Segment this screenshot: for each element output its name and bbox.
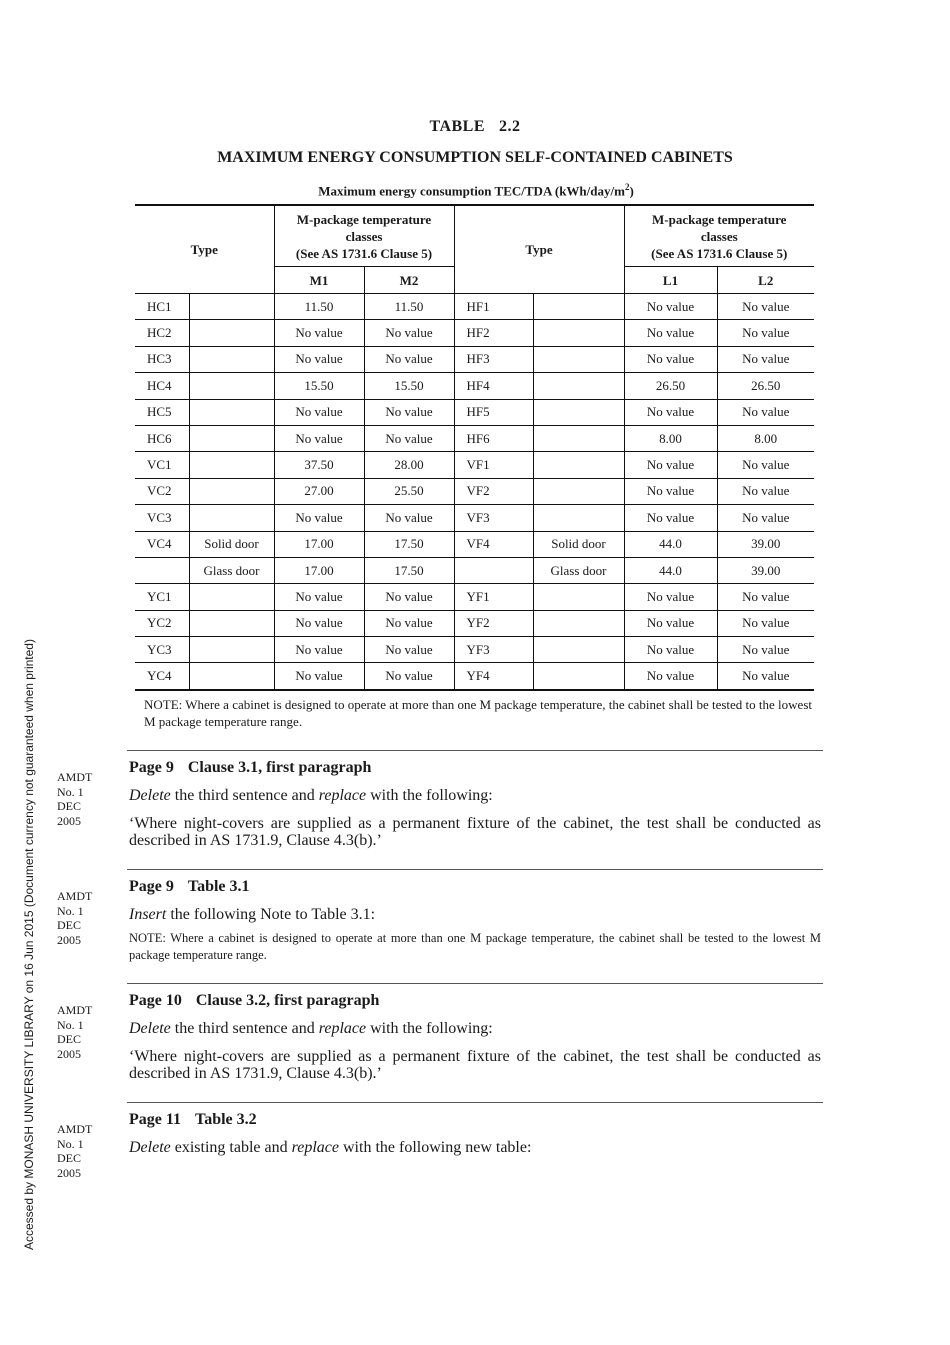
l1-value: No value <box>624 399 717 425</box>
right-code: YF2 <box>454 610 533 636</box>
right-door <box>533 346 624 372</box>
l1-value: 44.0 <box>624 557 717 583</box>
right-code: HF2 <box>454 320 533 346</box>
table-note: NOTE: Where a cabinet is designed to operate at more than one M package temperature, the cabinet shall be tested to the lowest M package temperature range. <box>144 697 812 729</box>
m2-value: No value <box>364 610 454 636</box>
left-code: HC5 <box>135 399 189 425</box>
right-code: HF1 <box>454 294 533 320</box>
l2-value: No value <box>717 452 814 478</box>
right-door <box>533 294 624 320</box>
m2-header: M2 <box>364 267 454 294</box>
instr-verb: replace <box>318 787 367 804</box>
m2-value: No value <box>364 637 454 663</box>
m2-value: 28.00 <box>364 452 454 478</box>
m2-value: No value <box>364 320 454 346</box>
right-code: VF1 <box>454 452 533 478</box>
instr-text: with the following new table: <box>339 1139 532 1156</box>
l1-value: No value <box>624 505 717 531</box>
table-row <box>135 320 814 346</box>
table-row <box>135 505 814 531</box>
l2-value: 8.00 <box>717 425 814 451</box>
m1-value: No value <box>274 320 364 346</box>
m2-value: No value <box>364 584 454 610</box>
left-code: VC3 <box>135 505 189 531</box>
m1-value: No value <box>274 610 364 636</box>
amdt-line: 2005 <box>57 1046 81 1061</box>
l-package-header <box>624 205 814 267</box>
m2-value: No value <box>364 663 454 690</box>
table-row <box>135 399 814 425</box>
group-line-3-right: (See AS 1731.6 Clause 5) <box>651 245 788 261</box>
m2-value: 11.50 <box>364 294 454 320</box>
instr-verb: Delete <box>129 1139 171 1156</box>
table-label <box>0 118 950 136</box>
right-door: Glass door <box>533 557 624 583</box>
l1-value: No value <box>624 637 717 663</box>
left-door <box>189 663 274 690</box>
left-door <box>189 320 274 346</box>
section-heading <box>129 992 379 1010</box>
l2-value: No value <box>717 637 814 663</box>
table-row <box>135 610 814 636</box>
m1-value: 11.50 <box>274 294 364 320</box>
l2-value: No value <box>717 663 814 690</box>
table-row <box>135 425 814 451</box>
amdt-line: 2005 <box>57 813 81 828</box>
left-door: Solid door <box>189 531 274 557</box>
l2-value: No value <box>717 478 814 504</box>
amdt-line: No. 1 <box>57 903 84 918</box>
clause-ref: Table 3.1 <box>187 878 250 895</box>
l1-value: 8.00 <box>624 425 717 451</box>
left-door <box>189 478 274 504</box>
m2-value: 15.50 <box>364 373 454 399</box>
m2-value: 25.50 <box>364 478 454 504</box>
m1-value: No value <box>274 425 364 451</box>
table-row <box>135 478 814 504</box>
table-row <box>135 663 814 690</box>
amdt-marker <box>57 770 107 828</box>
instr-text: the third sentence and <box>170 787 319 804</box>
left-door <box>189 399 274 425</box>
clause-ref: Clause 3.2, first paragraph <box>195 992 380 1009</box>
right-door <box>533 505 624 531</box>
right-code: VF4 <box>454 531 533 557</box>
right-door <box>533 584 624 610</box>
l1-value: No value <box>624 294 717 320</box>
left-code: VC2 <box>135 478 189 504</box>
left-door <box>189 294 274 320</box>
instruction <box>129 1020 821 1037</box>
right-code <box>454 557 533 583</box>
amdt-line: DEC <box>57 1151 81 1165</box>
instr-text: with the following: <box>366 787 493 804</box>
l1-value: No value <box>624 478 717 504</box>
instr-verb: replace <box>291 1139 339 1156</box>
right-door <box>533 320 624 346</box>
amdt-marker <box>57 1122 107 1180</box>
l2-value: 39.00 <box>717 531 814 557</box>
instr-text: the following Note to Table 3.1: <box>166 906 376 923</box>
left-code <box>135 557 189 583</box>
left-code: VC4 <box>135 531 189 557</box>
table-row <box>135 294 814 320</box>
section-heading <box>129 759 371 777</box>
amdt-marker <box>57 1003 107 1061</box>
left-code: YC1 <box>135 584 189 610</box>
m2-value: 17.50 <box>364 557 454 583</box>
group-line-2: classes <box>345 228 383 244</box>
left-code: HC1 <box>135 294 189 320</box>
l1-value: No value <box>624 452 717 478</box>
left-code: YC4 <box>135 663 189 690</box>
table-number: 2.2 <box>499 118 521 135</box>
l2-value: No value <box>717 294 814 320</box>
m1-value: No value <box>274 346 364 372</box>
table-row <box>135 531 814 557</box>
unit-caption-end: ) <box>629 183 634 199</box>
table-row <box>135 637 814 663</box>
l1-value: No value <box>624 610 717 636</box>
left-code: HC3 <box>135 346 189 372</box>
left-door <box>189 637 274 663</box>
energy-table <box>135 204 814 691</box>
m2-value: No value <box>364 346 454 372</box>
amdt-line: AMDT <box>57 1122 93 1136</box>
amdt-line: AMDT <box>57 770 93 784</box>
left-door <box>189 346 274 372</box>
divider <box>127 983 823 984</box>
left-door <box>189 425 274 451</box>
right-door <box>533 373 624 399</box>
amdt-line: AMDT <box>57 1003 93 1017</box>
m2-value: 17.50 <box>364 531 454 557</box>
m2-value: No value <box>364 505 454 531</box>
left-door: Glass door <box>189 557 274 583</box>
right-door <box>533 452 624 478</box>
right-door: Solid door <box>533 531 624 557</box>
left-door <box>189 373 274 399</box>
m-package-header <box>274 205 454 267</box>
left-code: VC1 <box>135 452 189 478</box>
amdt-line: DEC <box>57 799 81 813</box>
instr-text: the third sentence and <box>170 1020 319 1037</box>
instr-verb: Delete <box>129 1020 171 1037</box>
l2-value: No value <box>717 399 814 425</box>
amdt-line: AMDT <box>57 889 93 903</box>
table-label-word: TABLE <box>429 118 486 135</box>
amdt-line: No. 1 <box>57 784 84 799</box>
group-line-1: M-package temperature <box>296 211 432 227</box>
amdt-marker <box>57 889 107 947</box>
l2-value: 39.00 <box>717 557 814 583</box>
group-line-1-right: M-package temperature <box>652 211 787 227</box>
m2-value: No value <box>364 425 454 451</box>
amdt-line: No. 1 <box>57 1136 84 1151</box>
right-code: HF3 <box>454 346 533 372</box>
l1-value: No value <box>624 584 717 610</box>
instruction <box>129 787 821 804</box>
l2-value: No value <box>717 584 814 610</box>
instr-verb: replace <box>318 1020 367 1037</box>
left-door <box>189 452 274 478</box>
type-left-header: Type <box>135 205 274 294</box>
amendment-note: NOTE: Where a cabinet is designed to operate at more than one M package temperature, the cabinet shall be tested to the lowest M package temperature range. <box>129 931 821 962</box>
right-code: HF4 <box>454 373 533 399</box>
section-heading <box>129 1111 257 1129</box>
right-door <box>533 425 624 451</box>
l1-value: 44.0 <box>624 531 717 557</box>
divider <box>127 750 823 751</box>
group-line-2-right: classes <box>700 228 738 244</box>
right-code: VF2 <box>454 478 533 504</box>
l2-header: L2 <box>717 267 814 294</box>
m1-header: M1 <box>274 267 364 294</box>
l1-value: No value <box>624 320 717 346</box>
left-code: HC2 <box>135 320 189 346</box>
amdt-line: No. 1 <box>57 1017 84 1032</box>
instr-verb: Insert <box>129 906 167 923</box>
right-code: YF3 <box>454 637 533 663</box>
page-ref: Page 11 <box>129 1111 181 1128</box>
left-code: YC3 <box>135 637 189 663</box>
left-door <box>189 610 274 636</box>
group-line-3: (See AS 1731.6 Clause 5) <box>295 245 433 261</box>
l2-value: 26.50 <box>717 373 814 399</box>
table-row <box>135 373 814 399</box>
m1-value: 15.50 <box>274 373 364 399</box>
left-code: HC6 <box>135 425 189 451</box>
right-code: HF6 <box>454 425 533 451</box>
m1-value: 27.00 <box>274 478 364 504</box>
right-door <box>533 663 624 690</box>
m1-value: 37.50 <box>274 452 364 478</box>
amdt-line: DEC <box>57 918 81 932</box>
left-door <box>189 584 274 610</box>
unit-caption-sup: 2 <box>624 182 630 192</box>
amdt-line: DEC <box>57 1032 81 1046</box>
right-code: YF1 <box>454 584 533 610</box>
m2-value: No value <box>364 399 454 425</box>
section-heading <box>129 878 250 896</box>
right-door <box>533 478 624 504</box>
table-title: MAXIMUM ENERGY CONSUMPTION SELF-CONTAINED CABINETS <box>217 149 733 166</box>
clause-ref: Clause 3.1, first paragraph <box>187 759 372 776</box>
unit-caption-main: Maximum energy consumption TEC/TDA (kWh/day/m <box>318 183 625 199</box>
l1-header: L1 <box>624 267 717 294</box>
right-code: VF3 <box>454 505 533 531</box>
divider <box>127 1102 823 1103</box>
amdt-line: 2005 <box>57 1165 81 1180</box>
left-code: YC2 <box>135 610 189 636</box>
right-code: YF4 <box>454 663 533 690</box>
l2-value: No value <box>717 610 814 636</box>
m1-value: No value <box>274 663 364 690</box>
l1-value: 26.50 <box>624 373 717 399</box>
left-door <box>189 505 274 531</box>
l1-value: No value <box>624 346 717 372</box>
instr-text: existing table and <box>170 1139 292 1156</box>
table-row <box>135 557 814 583</box>
left-code: HC4 <box>135 373 189 399</box>
right-door <box>533 399 624 425</box>
l1-value: No value <box>624 663 717 690</box>
right-code: HF5 <box>454 399 533 425</box>
amendment-body: ‘Where night-covers are supplied as a permanent fixture of the cabinet, the test shall be conducted as described in AS 1731.9, Clause 4.3(b).’ <box>129 1048 821 1082</box>
instr-text: with the following: <box>366 1020 493 1037</box>
type-right-header: Type <box>454 205 624 294</box>
amendment-body: ‘Where night-covers are supplied as a permanent fixture of the cabinet, the test shall be conducted as described in AS 1731.9, Clause 4.3(b).’ <box>129 815 821 849</box>
amdt-line: 2005 <box>57 932 81 947</box>
table-row <box>135 452 814 478</box>
instruction <box>129 906 821 923</box>
divider <box>127 869 823 870</box>
l2-value: No value <box>717 346 814 372</box>
right-door <box>533 610 624 636</box>
m1-value: No value <box>274 637 364 663</box>
page-ref: Page 9 <box>129 878 174 895</box>
m1-value: No value <box>274 399 364 425</box>
m1-value: 17.00 <box>274 557 364 583</box>
table-row <box>135 584 814 610</box>
l2-value: No value <box>717 505 814 531</box>
access-notice: Accessed by MONASH UNIVERSITY LIBRARY on 16 Jun 2015 (Document currency not guaranteed when printed) <box>22 639 36 1250</box>
m1-value: 17.00 <box>274 531 364 557</box>
m1-value: No value <box>274 584 364 610</box>
l2-value: No value <box>717 320 814 346</box>
unit-caption <box>136 182 816 199</box>
m1-value: No value <box>274 505 364 531</box>
instr-verb: Delete <box>129 787 171 804</box>
page-ref: Page 10 <box>129 992 182 1009</box>
table-row <box>135 346 814 372</box>
page-ref: Page 9 <box>129 759 174 776</box>
right-door <box>533 637 624 663</box>
instruction <box>129 1139 821 1156</box>
clause-ref: Table 3.2 <box>195 1111 257 1128</box>
